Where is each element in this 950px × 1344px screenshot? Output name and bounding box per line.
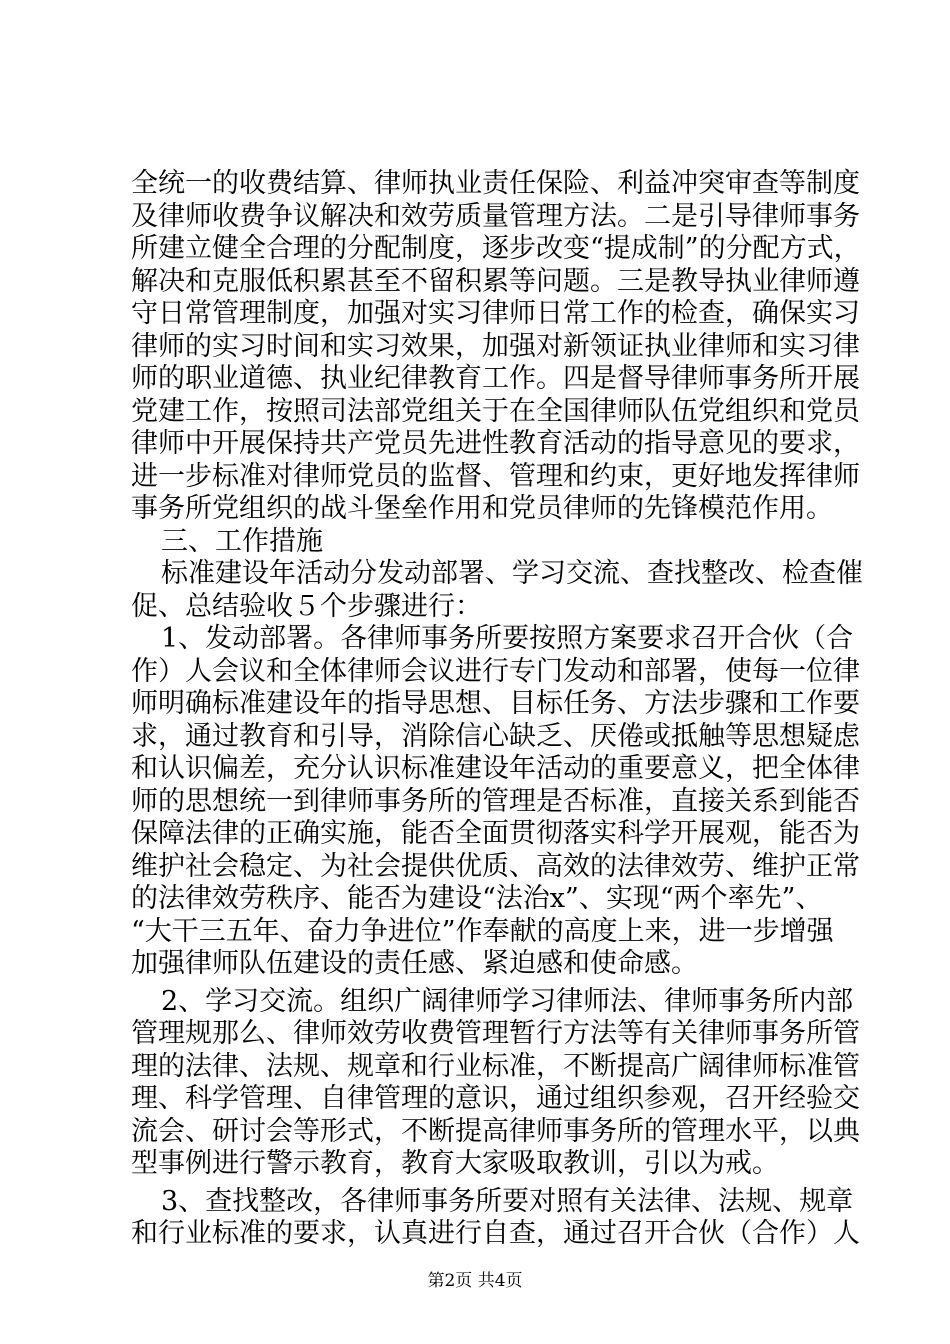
text-line: 进一步标准对律师党员的监督、管理和约束，更好地发挥律师: [131, 460, 860, 492]
paragraph-4: [131, 985, 860, 1181]
document-body: [131, 168, 863, 1251]
text-line: 的法律效劳秩序、能否为建设“法治x”、实现“两个率先”、: [131, 883, 823, 914]
text-line: 全统一的收费结算、律师执业责任保险、利益冲突审查等制度: [131, 168, 860, 199]
text-line: 和行业标准的要求，认真进行自查，通过召开合伙（合作）人: [131, 1218, 860, 1249]
text-line: 和认识偏差，充分认识标准建设年活动的重要意义，把全体律: [131, 753, 860, 784]
paragraph-1: [131, 168, 861, 526]
paragraph-2: [131, 558, 863, 623]
text-line: 党建工作，按照司法部党组关于在全国律师队伍党组织和党员: [131, 395, 860, 427]
text-line: 理、科学管理、自律管理的意识，通过组织参观，召开经验交: [131, 1083, 860, 1114]
text-line: 事务所党组织的战斗堡垒作用和党员律师的先锋模范作用。: [131, 493, 833, 524]
text-line: 及律师收费争议解决和效劳质量管理方法。二是引导律师事务: [131, 200, 860, 232]
text-line: 求，通过教育和引导，消除信心缺乏、厌倦或抵触等思想疑虑: [131, 720, 860, 752]
text-line: 所建立健全合理的分配制度，逐步改变“提成制”的分配方式，: [131, 233, 861, 264]
text-line: 管理规那么、律师效劳收费管理暂行方法等有关律师事务所管: [131, 1018, 860, 1049]
text-line: 作）人会议和全体律师会议进行专门发动和部署，使每一位律: [131, 655, 860, 687]
section-heading-text: 三、工作措施: [161, 525, 323, 557]
text-line: 理的法律、法规、规章和行业标准，不断提高广阔律师标准管: [131, 1050, 860, 1082]
text-line: 律师中开展保持共产党员先进性教育活动的指导意见的要求，: [131, 428, 860, 459]
paragraph-3: [131, 623, 860, 981]
text-line: 2、学习交流。组织广阔律师学习律师法、律师事务所内部: [161, 985, 854, 1017]
text-line: 保障法律的正确实施，能否全面贯彻落实科学开展观，能否为: [131, 818, 860, 849]
text-line: 加强律师队伍建设的责任感、紧迫感和使命感。: [131, 948, 698, 979]
page-footer: [0, 1266, 950, 1291]
text-line: 流会、研讨会等形式，不断提高律师事务所的管理水平，以典: [131, 1115, 860, 1147]
text-line: 师明确标准建设年的指导思想、目标任务、方法步骤和工作要: [131, 688, 860, 719]
text-line: 维护社会稳定、为社会提供优质、高效的法律效劳、维护正常: [131, 850, 860, 882]
text-line: 师的职业道德、执业纪律教育工作。四是督导律师事务所开展: [131, 363, 860, 394]
text-line: 型事例进行警示教育，教育大家吸取教训，引以为戒。: [131, 1148, 779, 1179]
text-line: 促、总结验收５个步骤进行：: [131, 590, 482, 622]
text-line: 1、发动部署。各律师事务所要按照方案要求召开合伙（合: [161, 623, 854, 654]
text-line: 标准建设年活动分发动部署、学习交流、查找整改、检查催: [161, 558, 863, 589]
section-heading: [131, 526, 821, 559]
text-line: 解决和克服低积累甚至不留积累等问题。三是教导执业律师遵: [131, 265, 860, 297]
paragraph-5: [131, 1185, 860, 1251]
text-line: 3、查找整改，各律师事务所要对照有关法律、法规、规章: [161, 1185, 854, 1217]
text-line: 师的思想统一到律师事务所的管理是否标准，直接关系到能否: [131, 785, 860, 817]
text-line: 律师的实习时间和实习效果，加强对新领证执业律师和实习律: [131, 330, 860, 362]
text-line: “大干三五年、奋力争进位”作奉献的高度上来，进一步增强: [131, 915, 834, 947]
page-indicator: 第2页 共4页: [427, 1271, 523, 1291]
text-line: 守日常管理制度，加强对实习律师日常工作的检查，确保实习: [131, 298, 860, 329]
